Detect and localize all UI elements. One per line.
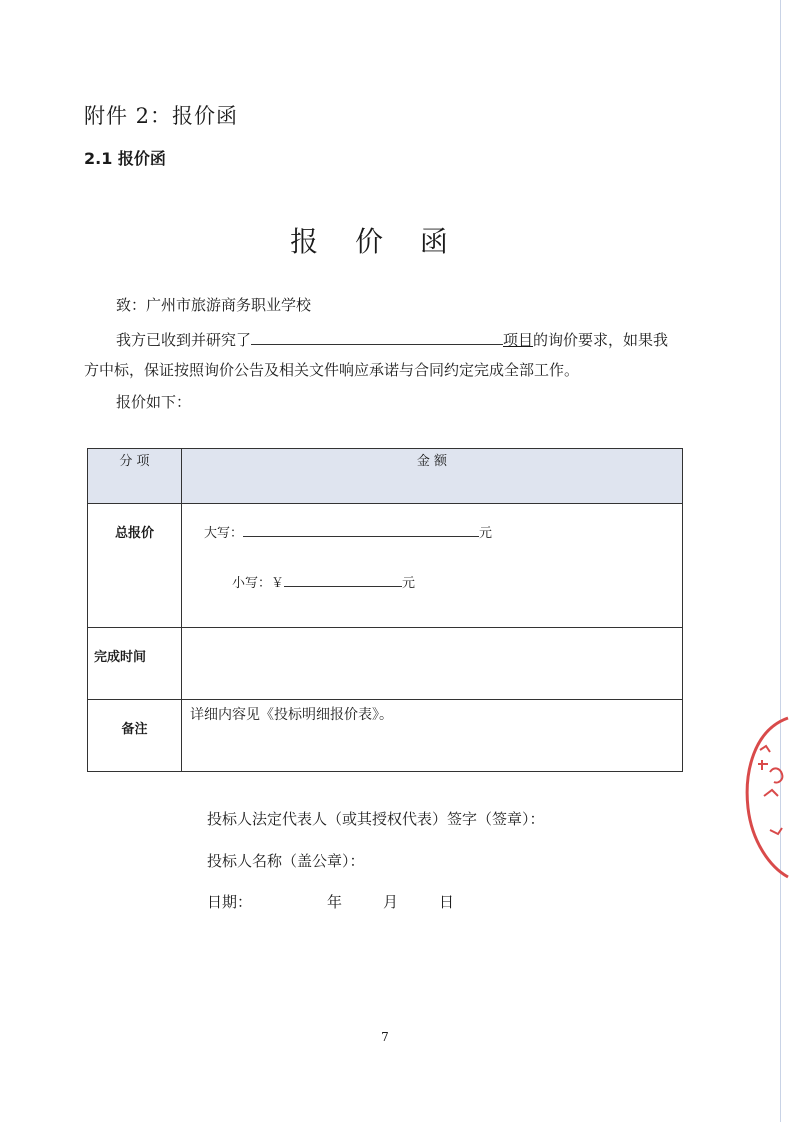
- table-header-row: [88, 449, 683, 504]
- addressee-line: 致：广州市旅游商务职业学校: [116, 296, 312, 314]
- note-label: 备注: [88, 700, 182, 772]
- page-number: 7: [381, 1030, 389, 1044]
- upper-amount-field[interactable]: [243, 522, 479, 537]
- table-row-note: [88, 700, 683, 772]
- table-row-time: [88, 628, 683, 700]
- body-project: 项目: [503, 331, 534, 349]
- header-item: 分 项: [88, 449, 182, 504]
- completion-time-label: 完成时间: [88, 628, 182, 700]
- body-suffix: 的询价要求，如果我: [533, 331, 669, 349]
- lower-unit: 元: [402, 576, 416, 591]
- signature-rep-line: 投标人法定代表人（或其授权代表）签字（签章）：: [207, 810, 545, 828]
- quote-intro: 报价如下：: [116, 393, 192, 411]
- date-day: 日: [439, 893, 455, 911]
- attachment-title: 附件 2：报价函: [84, 104, 239, 128]
- upper-amount-line: [204, 522, 492, 541]
- lower-label: 小写：￥: [232, 576, 285, 591]
- note-text: 详细内容见《投标明细报价表》。: [182, 700, 683, 772]
- body-prefix: 我方已收到并研究了: [116, 331, 252, 349]
- total-amount-cell: [182, 504, 683, 628]
- project-name-blank[interactable]: [251, 328, 503, 345]
- lower-amount-line: [232, 572, 415, 591]
- upper-unit: 元: [479, 526, 493, 541]
- signature-name-line: 投标人名称（盖公章）：: [207, 852, 365, 870]
- table-row-total: [88, 504, 683, 628]
- date-line: [207, 891, 454, 912]
- header-amount: 金 额: [182, 449, 683, 504]
- lower-amount-field[interactable]: [284, 572, 402, 587]
- total-label: 总报价: [88, 504, 182, 628]
- quote-table: [87, 448, 683, 772]
- partial-seal-stamp: [740, 712, 790, 882]
- body-paragraph-line2: 方中标，保证按照询价公告及相关文件响应承诺与合同约定完成全部工作。: [84, 361, 580, 379]
- upper-label: 大写：: [204, 526, 244, 541]
- page-edge-line: [780, 0, 781, 1122]
- document-title: 报 价 函: [290, 225, 462, 258]
- date-year: 年: [327, 893, 343, 911]
- completion-time-field[interactable]: [182, 628, 683, 700]
- date-month: 月: [383, 893, 399, 911]
- section-title: 2.1 报价函: [84, 149, 166, 168]
- body-paragraph-line1: [116, 325, 691, 355]
- date-label: 日期：: [207, 893, 253, 911]
